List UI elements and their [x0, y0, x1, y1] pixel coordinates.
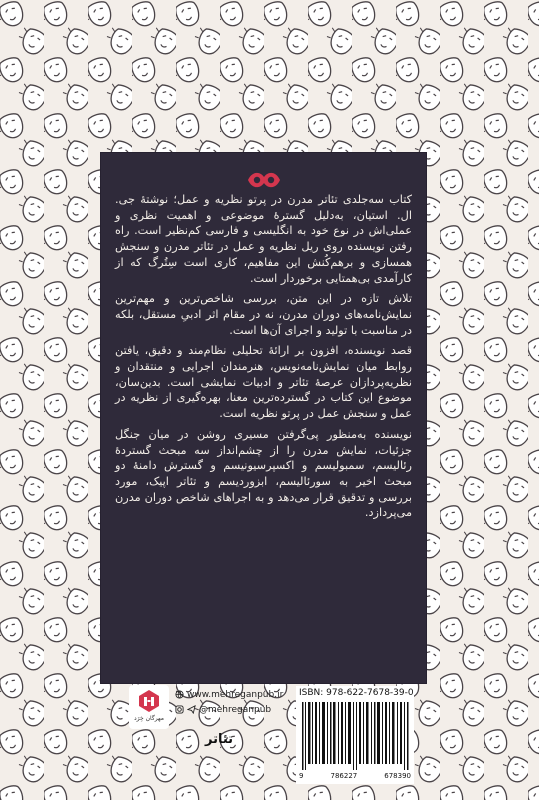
publisher-mark-icon — [137, 689, 161, 713]
series-label: تئاتر — [205, 732, 234, 747]
social-handle[interactable]: @mehreganpub — [199, 704, 272, 715]
website-link[interactable]: www.mehreganpub.ir — [187, 689, 284, 700]
barcode-digit-group: 678390 — [384, 772, 411, 780]
barcode-icon — [300, 702, 410, 770]
barcode-digit-lead: 9 — [299, 772, 304, 780]
isbn-barcode — [296, 686, 414, 784]
barcode-digits — [299, 772, 411, 780]
description-paragraph: قصد نویسنده، افزون بر ارائهٔ تحلیلی نظام‌مند و دقیق، یافتن روابط میان نمایش‌نامه‌نویس، هنرمندان اجرایی و منتقدان و نظریه‌پردازان عرصهٔ تئاتر و ادبیات نمایشی است. بدین‌سان، موضوع این کتاب در گسترده‌ترین معنا، بهره‌گیری از نظریه در عمل و سنجش عمل در پرتو نظریه است. — [115, 344, 412, 421]
publisher-name: مهرگان خِرَد — [134, 715, 164, 722]
publisher-logo — [129, 685, 169, 729]
book-description — [115, 192, 412, 526]
website-row[interactable] — [175, 687, 295, 702]
telegram-icon — [187, 705, 196, 714]
globe-icon — [175, 690, 184, 699]
description-panel — [101, 153, 426, 683]
barcode-digit-group: 786227 — [330, 772, 358, 780]
isbn-text: ISBN: 978-622-7678-39-0 — [299, 688, 414, 698]
description-paragraph: تلاش تازه در این متن، بررسی شاخص‌ترین و مهم‌ترین نمایش‌نامه‌های دوران مدرن، نه در مقام اثر ادبیِ مستقل، بلکه در مناسبت با تولید و اجرای آن‌ها است. — [115, 292, 412, 337]
social-row[interactable] — [175, 702, 295, 717]
description-paragraph: نویسنده به‌منظور پی‌گرفتن مسیری روشن در میان جنگل جزئیات، نمایش مدرن را از چشم‌انداز سه مبحث گستردهٔ رئالیسم، سمبولیسم و اکسپرسیونیسم و گسترش دامنهٔ دو مبحث اخیر به سورئالیسم، ابزوردیسم و تئاتر اپیک، مورد بررسی و تدقیق قرار می‌دهد و به اجراهای شاخص دوران مدرن می‌پردازد. — [115, 427, 412, 520]
instagram-icon — [175, 705, 184, 714]
lips-icon — [246, 170, 282, 190]
back-cover-footer — [129, 685, 412, 785]
description-paragraph: کتاب سه‌جلدی تئاتر مدرن در پرتو نظریه و عمل؛ نوشتهٔ جی. ال. استیان، به‌دلیل گسترهٔ موضوعی و اهمیت نظری و عملی‌اش در نوع خود به انگلیسی و فارسی کم‌نظیر است. راه رفتن نویسنده روی ریل نظریه و عمل در تئاتر مدرن و سنجش همسازی و برهم‌کُنش این مفاهیم، کاری است سِتُرگ که از کارآمدی بی‌همتایی برخوردار است. — [115, 193, 412, 285]
publisher-contact — [175, 687, 295, 717]
